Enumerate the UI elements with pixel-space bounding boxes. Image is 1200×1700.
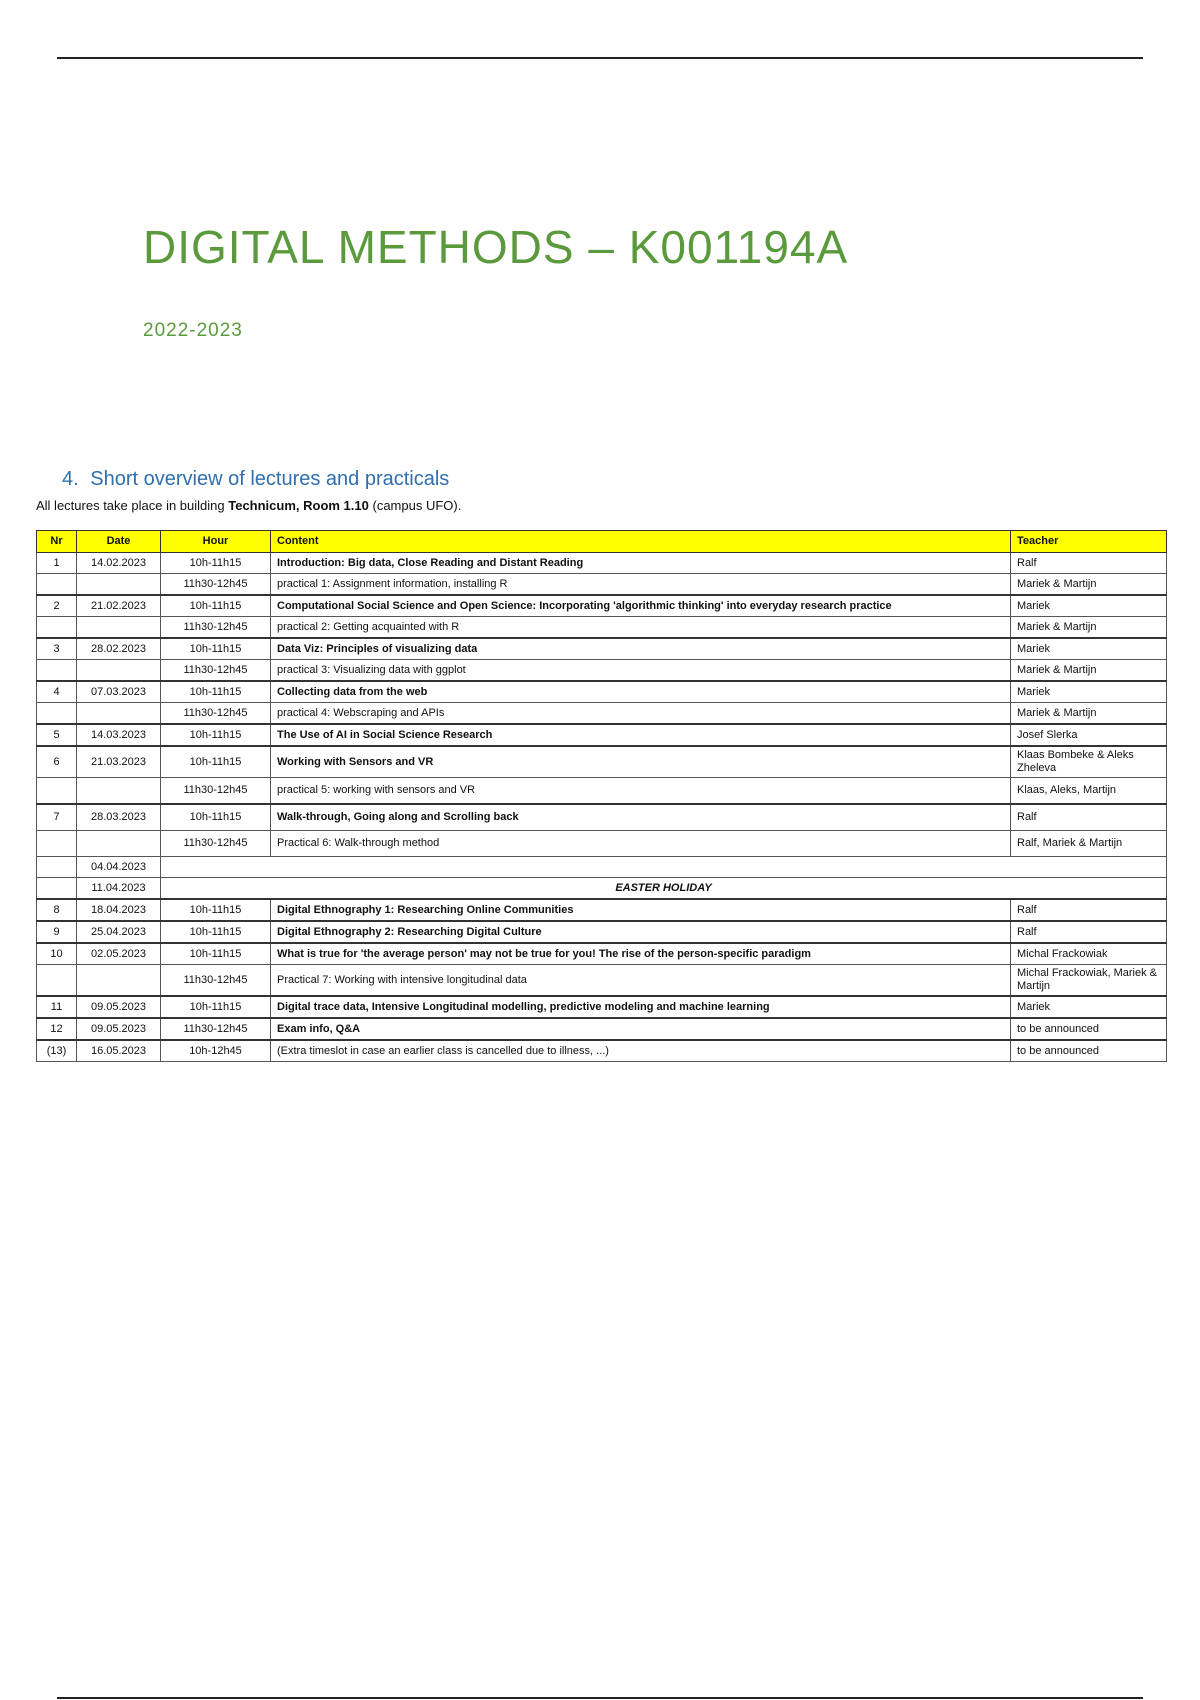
table-row (37, 595, 1167, 617)
table-row (37, 746, 1167, 778)
header-hour: Hour (161, 531, 271, 553)
table-row (37, 1018, 1167, 1040)
cell-teacher: Michal Frackowiak (1011, 943, 1167, 965)
cell-content: practical 5: working with sensors and VR (271, 778, 1011, 805)
location-note (36, 498, 461, 513)
header-content: Content (271, 531, 1011, 553)
cell-teacher: Mariek & Martijn (1011, 574, 1167, 596)
cell-nr: 2 (37, 595, 77, 617)
cell-hour: 10h-11h15 (161, 746, 271, 778)
schedule-table (36, 530, 1167, 1062)
cell-content: Practical 6: Walk-through method (271, 831, 1011, 857)
table-row (37, 804, 1167, 831)
cell-nr (37, 857, 77, 878)
cell-date: 07.03.2023 (77, 681, 161, 703)
cell-content: Walk-through, Going along and Scrolling back (271, 804, 1011, 831)
cell-nr: 1 (37, 553, 77, 574)
cell-date: 28.02.2023 (77, 638, 161, 660)
cell-date (77, 617, 161, 639)
cell-content: Collecting data from the web (271, 681, 1011, 703)
cell-teacher: Mariek & Martijn (1011, 617, 1167, 639)
cell-nr: 8 (37, 899, 77, 921)
cell-hour: 10h-11h15 (161, 595, 271, 617)
document-title: DIGITAL METHODS – K001194A (143, 221, 849, 273)
cell-hour: 10h-12h45 (161, 1040, 271, 1062)
cell-date: 09.05.2023 (77, 1018, 161, 1040)
cell-date (77, 574, 161, 596)
cell-nr: 7 (37, 804, 77, 831)
cell-nr: 5 (37, 724, 77, 746)
cell-teacher: Mariek & Martijn (1011, 703, 1167, 725)
bottom-rule (57, 1697, 1143, 1699)
table-row (37, 638, 1167, 660)
cell-nr (37, 660, 77, 682)
cell-hour: 10h-11h15 (161, 943, 271, 965)
cell-hour: 10h-11h15 (161, 638, 271, 660)
cell-content: Computational Social Science and Open Science: Incorporating 'algorithmic thinking' into everyday research practice (271, 595, 1011, 617)
cell-hour: 10h-11h15 (161, 724, 271, 746)
cell-hour: 10h-11h15 (161, 996, 271, 1018)
cell-date (77, 831, 161, 857)
header-date: Date (77, 531, 161, 553)
cell-content: practical 3: Visualizing data with ggplot (271, 660, 1011, 682)
cell-date (77, 778, 161, 805)
cell-nr: 11 (37, 996, 77, 1018)
cell-hour: 10h-11h15 (161, 804, 271, 831)
cell-content: Introduction: Big data, Close Reading and Distant Reading (271, 553, 1011, 574)
cell-date (77, 703, 161, 725)
section-title: Short overview of lectures and practicals (90, 468, 450, 490)
cell-teacher: Ralf (1011, 553, 1167, 574)
schedule-body (37, 553, 1167, 1062)
cell-teacher: Mariek (1011, 595, 1167, 617)
cell-date (77, 965, 161, 997)
table-row (37, 878, 1167, 900)
cell-content: practical 4: Webscraping and APIs (271, 703, 1011, 725)
cell-date: 16.05.2023 (77, 1040, 161, 1062)
table-row (37, 831, 1167, 857)
table-header-row (37, 531, 1167, 553)
cell-nr (37, 703, 77, 725)
cell-teacher: Klaas Bombeke & Aleks Zheleva (1011, 746, 1167, 778)
cell-nr: 4 (37, 681, 77, 703)
cell-nr: 10 (37, 943, 77, 965)
cell-date: 25.04.2023 (77, 921, 161, 943)
section-heading (62, 468, 449, 491)
cell-hour: 10h-11h15 (161, 681, 271, 703)
cell-teacher: Ralf (1011, 804, 1167, 831)
cell-content: Exam info, Q&A (271, 1018, 1011, 1040)
cell-nr (37, 831, 77, 857)
cell-date: 04.04.2023 (77, 857, 161, 878)
cell-content: Digital trace data, Intensive Longitudinal modelling, predictive modeling and machine learning (271, 996, 1011, 1018)
cell-teacher: Ralf (1011, 921, 1167, 943)
cell-date: 28.03.2023 (77, 804, 161, 831)
cell-date: 11.04.2023 (77, 878, 161, 900)
cell-nr (37, 574, 77, 596)
cell-date: 21.02.2023 (77, 595, 161, 617)
table-row (37, 681, 1167, 703)
cell-date: 18.04.2023 (77, 899, 161, 921)
header-teacher: Teacher (1011, 531, 1167, 553)
cell-hour: 11h30-12h45 (161, 831, 271, 857)
cell-date: 09.05.2023 (77, 996, 161, 1018)
cell-content: practical 2: Getting acquainted with R (271, 617, 1011, 639)
table-row (37, 996, 1167, 1018)
table-row (37, 574, 1167, 596)
cell-nr: 6 (37, 746, 77, 778)
cell-teacher: Josef Slerka (1011, 724, 1167, 746)
table-row (37, 660, 1167, 682)
cell-teacher: Ralf, Mariek & Martijn (1011, 831, 1167, 857)
cell-hour: 11h30-12h45 (161, 1018, 271, 1040)
cell-date: 14.03.2023 (77, 724, 161, 746)
table-row (37, 778, 1167, 805)
cell-nr (37, 778, 77, 805)
cell-hour: 11h30-12h45 (161, 660, 271, 682)
table-row (37, 899, 1167, 921)
cell-date: 14.02.2023 (77, 553, 161, 574)
cell-teacher: Ralf (1011, 899, 1167, 921)
cell-content: Digital Ethnography 2: Researching Digital Culture (271, 921, 1011, 943)
cell-date (77, 660, 161, 682)
cell-nr (37, 878, 77, 900)
cell-hour: 11h30-12h45 (161, 617, 271, 639)
cell-holiday (161, 857, 1167, 878)
cell-teacher: Michal Frackowiak, Mariek & Martijn (1011, 965, 1167, 997)
academic-year: 2022-2023 (143, 320, 243, 341)
location-room: Technicum, Room 1.10 (228, 498, 369, 513)
cell-date: 02.05.2023 (77, 943, 161, 965)
cell-content: Digital Ethnography 1: Researching Online Communities (271, 899, 1011, 921)
cell-nr (37, 965, 77, 997)
table-row (37, 553, 1167, 574)
table-row (37, 703, 1167, 725)
table-row (37, 921, 1167, 943)
table-row (37, 965, 1167, 997)
cell-date: 21.03.2023 (77, 746, 161, 778)
table-row (37, 724, 1167, 746)
cell-teacher: Klaas, Aleks, Martijn (1011, 778, 1167, 805)
cell-hour: 10h-11h15 (161, 899, 271, 921)
cell-nr: 9 (37, 921, 77, 943)
cell-hour: 11h30-12h45 (161, 965, 271, 997)
cell-content: Data Viz: Principles of visualizing data (271, 638, 1011, 660)
cell-hour: 10h-11h15 (161, 553, 271, 574)
table-row (37, 943, 1167, 965)
cell-content: (Extra timeslot in case an earlier class is cancelled due to illness, ...) (271, 1040, 1011, 1062)
cell-hour: 10h-11h15 (161, 921, 271, 943)
cell-content: Working with Sensors and VR (271, 746, 1011, 778)
header-nr: Nr (37, 531, 77, 553)
location-note-suffix: (campus UFO). (368, 498, 462, 513)
cell-teacher: Mariek (1011, 638, 1167, 660)
cell-nr (37, 617, 77, 639)
table-row (37, 617, 1167, 639)
cell-teacher: Mariek & Martijn (1011, 660, 1167, 682)
cell-content: practical 1: Assignment information, installing R (271, 574, 1011, 596)
section-number: 4. (62, 468, 79, 490)
cell-nr: 3 (37, 638, 77, 660)
cell-nr: 12 (37, 1018, 77, 1040)
cell-teacher: Mariek (1011, 681, 1167, 703)
cell-hour: 11h30-12h45 (161, 703, 271, 725)
cell-nr: (13) (37, 1040, 77, 1062)
table-row (37, 1040, 1167, 1062)
cell-teacher: to be announced (1011, 1040, 1167, 1062)
location-note-prefix: All lectures take place in building (36, 498, 229, 513)
cell-content: Practical 7: Working with intensive longitudinal data (271, 965, 1011, 997)
cell-content: What is true for 'the average person' may not be true for you! The rise of the person-specific paradigm (271, 943, 1011, 965)
cell-hour: 11h30-12h45 (161, 778, 271, 805)
cell-content: The Use of AI in Social Science Research (271, 724, 1011, 746)
top-rule (57, 57, 1143, 59)
cell-hour: 11h30-12h45 (161, 574, 271, 596)
table-row (37, 857, 1167, 878)
cell-holiday: EASTER HOLIDAY (161, 878, 1167, 900)
cell-teacher: Mariek (1011, 996, 1167, 1018)
cell-teacher: to be announced (1011, 1018, 1167, 1040)
